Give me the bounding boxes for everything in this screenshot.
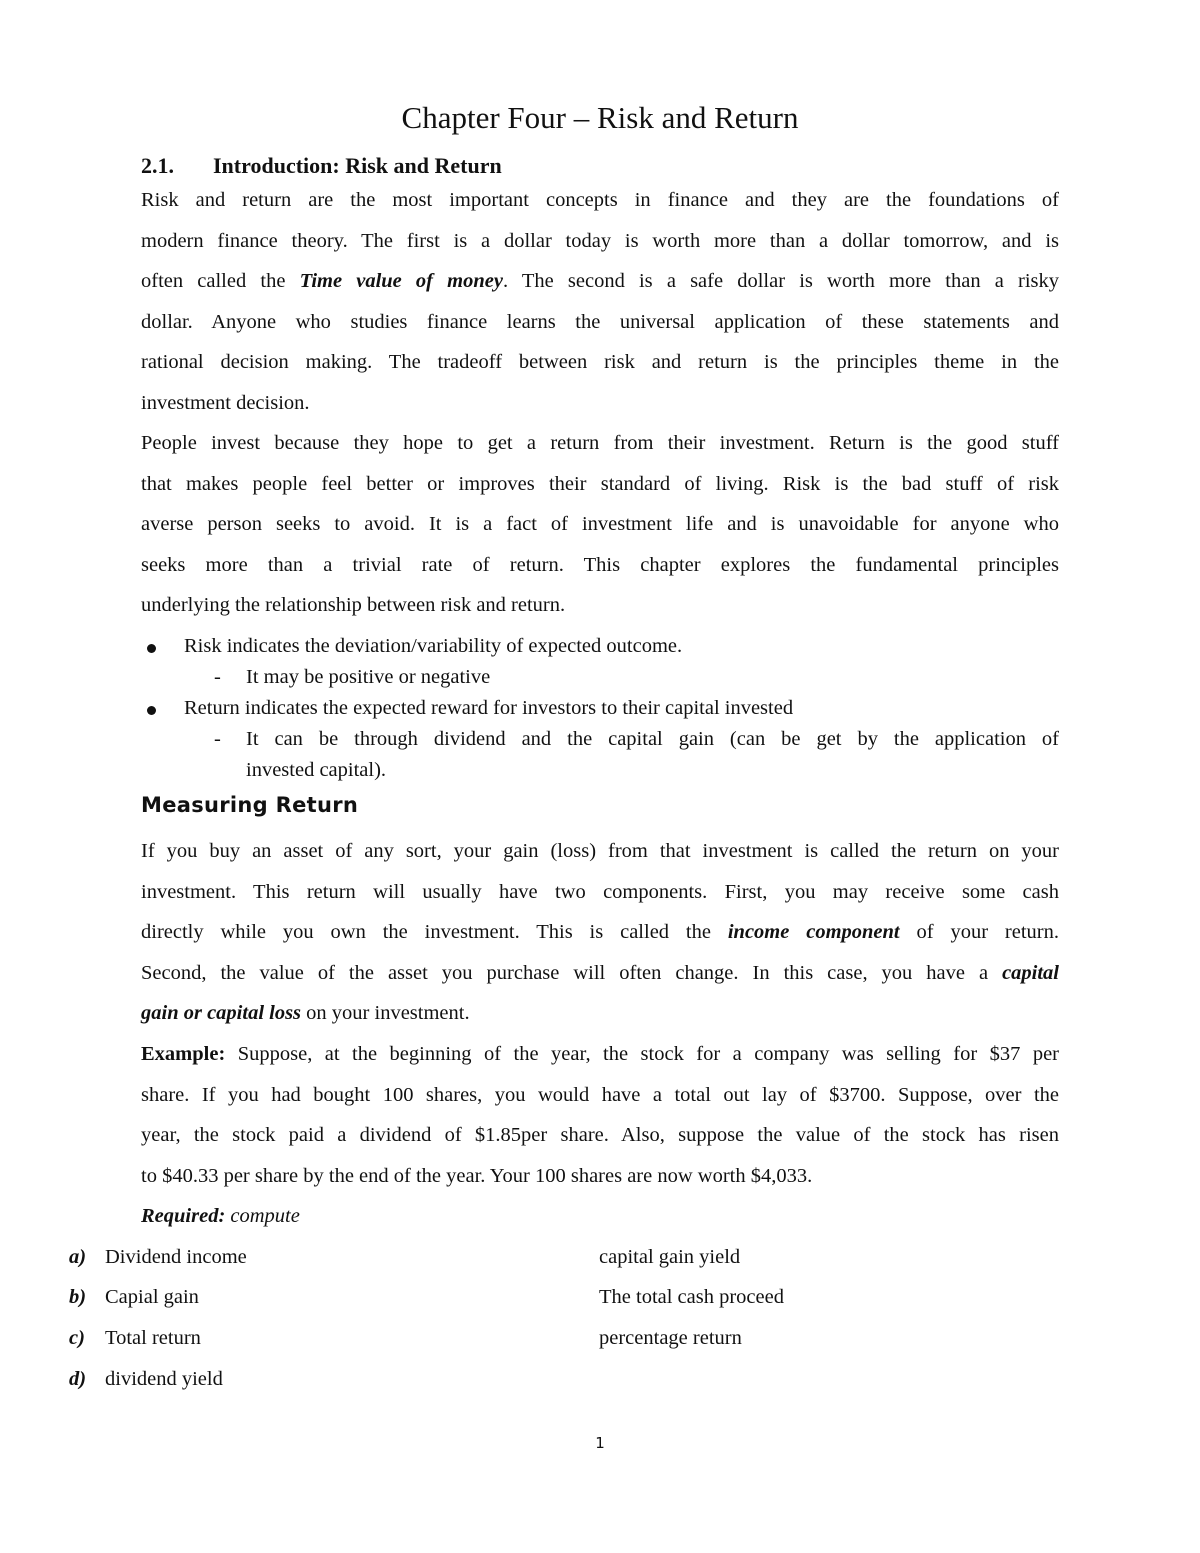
text-line: modern finance theory. The first is a dollar today is worth more than a dollar tomorrow, and is [141,229,1059,252]
text-line [141,1034,1059,1075]
text-line: investment decision. [141,391,310,414]
text-line: underlying the relationship between risk and return. [141,594,566,617]
text-line: share. If you had bought 100 shares, you would have a total out lay of $3700. Suppose, over the [141,1083,1059,1106]
text-run: often called the [141,270,300,293]
emphasis-time-value-of-money: Time value of money [299,270,503,293]
sub-bullet-text: It can be through dividend and the capital gain (can be get by the application of [246,728,1059,750]
item-letter: d) [69,1368,87,1390]
text-line: seeks more than a trivial rate of return. This chapter explores the fundamental principles [141,553,1059,576]
required-text: compute [225,1205,300,1227]
list-item-right: The total cash proceed [599,1286,784,1308]
required-line [141,1200,300,1232]
required-label: Required: [141,1205,226,1227]
text-line: rational decision making. The tradeoff between risk and return is the principles theme in the [141,351,1059,374]
text-line: year, the stock paid a dividend of $1.85per share. Also, suppose the value of the stock has risen [141,1124,1059,1147]
measuring-paragraph [141,831,1059,1034]
text-line: investment. This return will usually have two components. First, you may receive some cash [141,880,1059,903]
list-item-right: percentage return [599,1327,742,1349]
section-title: Introduction: Risk and Return [213,153,502,178]
bullet-icon [147,706,156,715]
text-run: of your return. [899,921,1059,944]
text-line [141,953,1059,994]
text-line: dollar. Anyone who studies finance learns the universal application of these statements and [141,310,1059,333]
item-text: Total return [105,1327,201,1349]
text-line: If you buy an asset of any sort, your gain (loss) from that investment is called the return on your [141,840,1059,862]
emphasis-capital: capital [1002,961,1059,984]
sub-bullet-text: It may be positive or negative [246,666,491,688]
page-number: 1 [595,1434,605,1452]
intro-paragraph-1 [141,180,1059,424]
text-run: . The second is a safe dollar is worth more than a risky [502,270,1059,293]
item-text: dividend yield [105,1368,223,1390]
item-text: Capial gain [105,1286,199,1308]
sub-bullet-text: invested capital). [246,759,387,781]
bullet-icon [147,644,156,653]
example-label: Example: [141,1043,226,1065]
text-run: on your investment. [301,1002,470,1025]
section-number: 2.1. [141,153,174,178]
text-line: People invest because they hope to get a return from their investment. Return is the good stuff [141,432,1059,454]
dash-icon: - [214,728,221,750]
intro-paragraph-2 [141,423,1059,626]
example-paragraph [141,1034,1059,1196]
text-run: directly while you own the investment. This is called the [141,921,728,944]
item-text: Dividend income [105,1246,247,1268]
measuring-return-heading: Measuring Return [141,793,359,817]
text-run: Second, the value of the asset you purchase will often change. In this case, you have a [141,961,1003,984]
emphasis-gain-or-loss: gain or capital loss [141,1002,302,1025]
text-line: averse person seeks to avoid. It is a fact of investment life and is unavoidable for anyone who [141,513,1059,536]
text-line: that makes people feel better or improves their standard of living. Risk is the bad stuff of risk [141,472,1059,495]
item-letter: a) [69,1246,87,1268]
section-heading [141,151,502,181]
emphasis-income-component: income component [727,921,900,944]
dash-icon: - [214,666,221,688]
text-line [141,261,1059,302]
bullet-text: Return indicates the expected reward for investors to their capital invested [184,697,794,719]
list-item-right: capital gain yield [599,1246,741,1268]
bullet-text: Risk indicates the deviation/variability of expected outcome. [184,635,683,657]
text-run: Suppose, at the beginning of the year, the stock for a company was selling for $37 per [225,1043,1059,1065]
text-line [141,912,1059,953]
text-line: Risk and return are the most important concepts in finance and they are the foundations of [141,189,1059,211]
item-letter: c) [69,1327,85,1349]
item-letter: b) [69,1286,87,1308]
chapter-title: Chapter Four – Risk and Return [401,100,799,135]
text-line [141,993,1059,1034]
text-line: to $40.33 per share by the end of the year. Your 100 shares are now worth $4,033. [141,1164,813,1187]
